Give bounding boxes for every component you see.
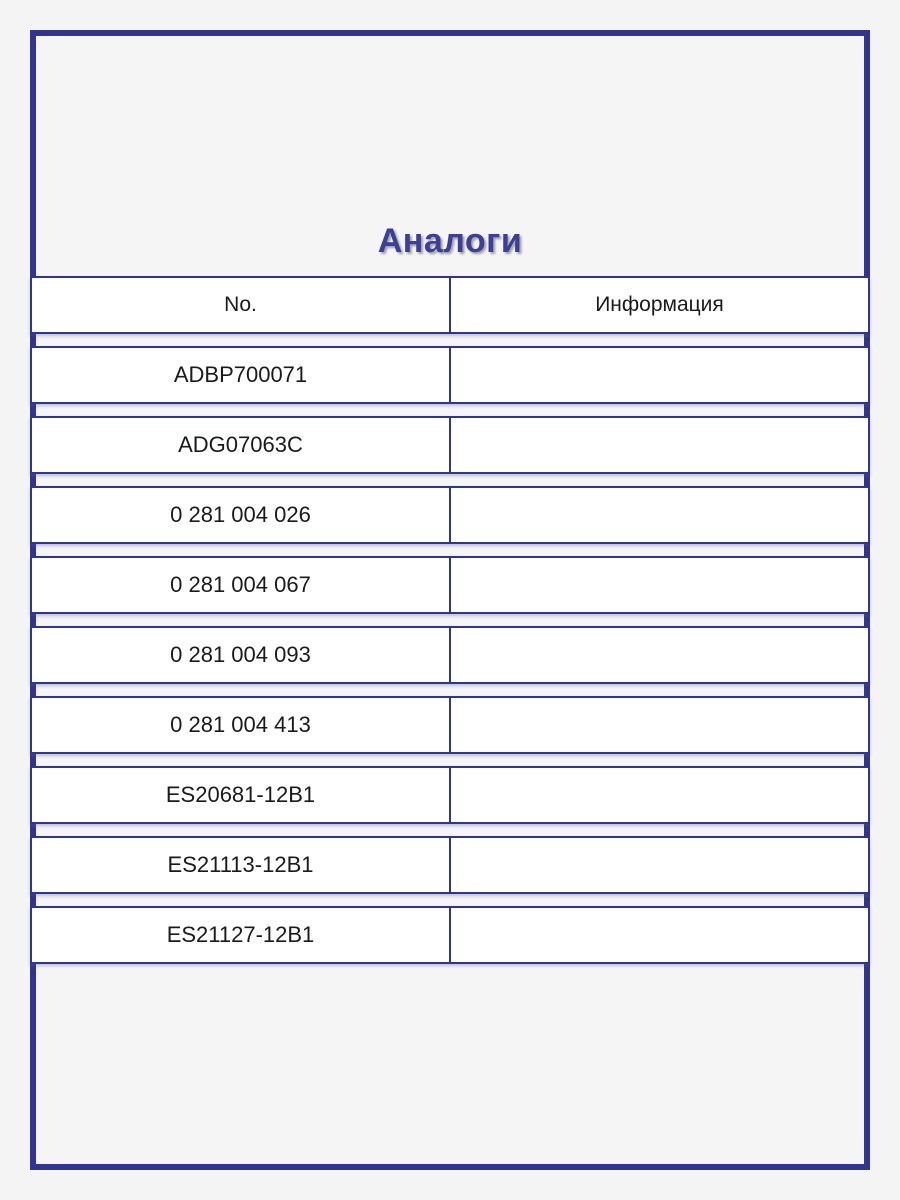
row-no: ADG07063C [32, 418, 451, 472]
table-row [30, 486, 870, 544]
table-row [30, 766, 870, 824]
row-info [451, 558, 868, 612]
row-no: 0 281 004 413 [32, 698, 451, 752]
row-info [451, 348, 868, 402]
row-no: ES20681-12B1 [32, 768, 451, 822]
row-no: 0 281 004 067 [32, 558, 451, 612]
row-no: 0 281 004 026 [32, 488, 451, 542]
table-row [30, 346, 870, 404]
table-row [30, 906, 870, 964]
header-info: Информация [595, 293, 724, 316]
row-no: ES21113-12B1 [32, 838, 451, 892]
page-title: Аналоги [377, 222, 523, 260]
row-no: 0 281 004 093 [32, 628, 451, 682]
row-info [451, 698, 868, 752]
table-row [30, 416, 870, 474]
row-no: ES21127-12B1 [32, 908, 451, 962]
header-no: No. [32, 278, 451, 332]
table-row [30, 696, 870, 754]
table-row [30, 626, 870, 684]
row-no: ADBP700071 [32, 348, 451, 402]
row-info [451, 628, 868, 682]
row-info [451, 768, 868, 822]
row-info [451, 838, 868, 892]
row-info [451, 418, 868, 472]
table-row [30, 836, 870, 894]
table-row [30, 556, 870, 614]
table-header [30, 276, 870, 334]
row-info [451, 488, 868, 542]
row-info [451, 908, 868, 962]
